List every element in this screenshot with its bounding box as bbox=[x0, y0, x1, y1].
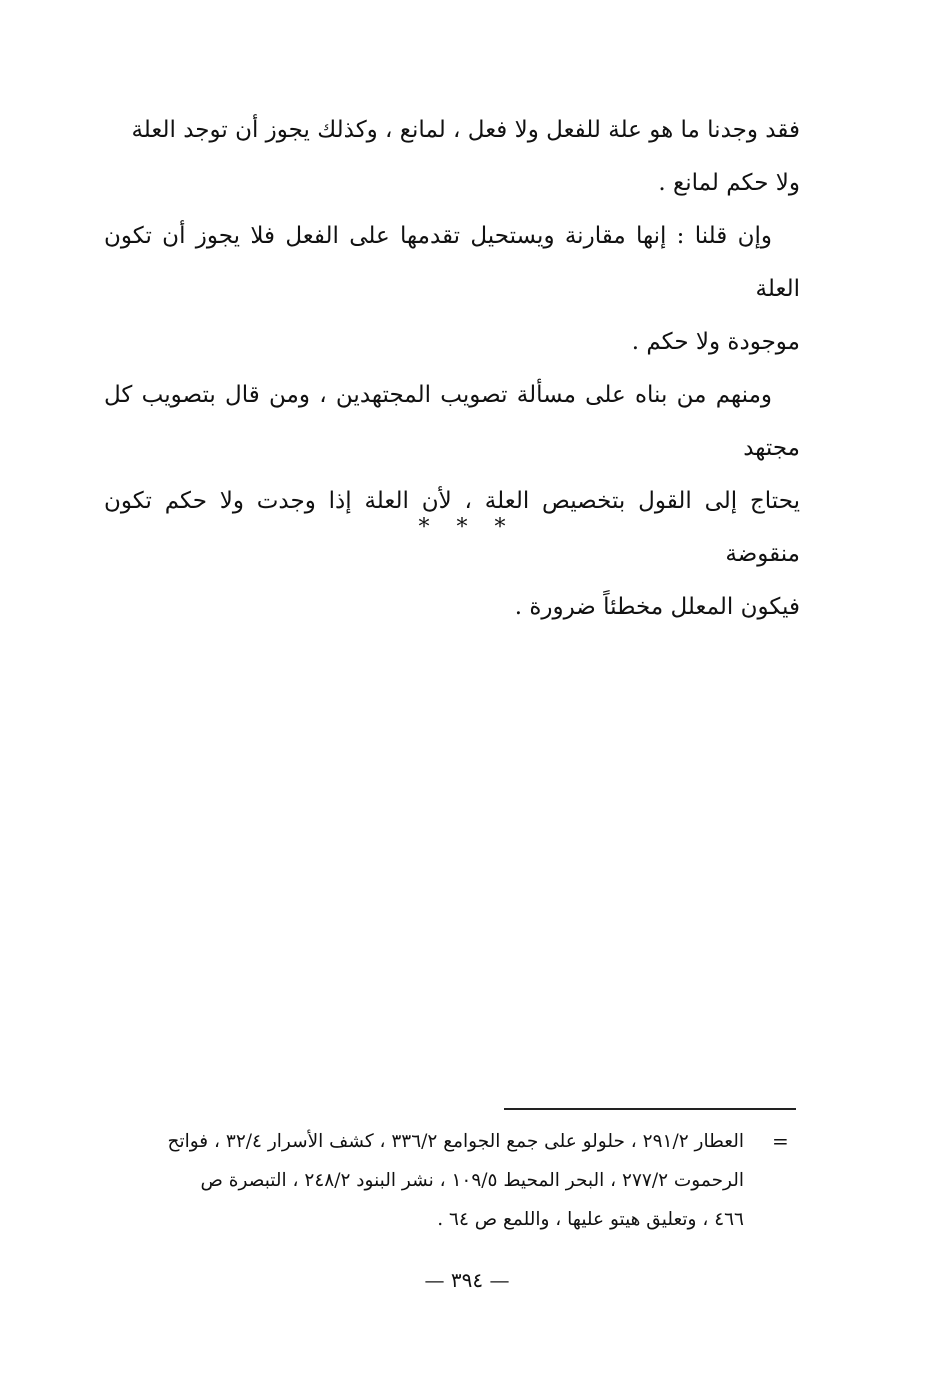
footnote-line-3: ٤٦٦ ، وتعليق هيتو عليها ، واللمع ص ٦٤ . bbox=[437, 1209, 744, 1230]
paragraph-2-line-2: موجودة ولا حكم . bbox=[631, 329, 800, 355]
page-number: — ٣٩٤ — bbox=[424, 1268, 510, 1292]
paragraph-3-line-1: ومنهم من بناه على مسألة تصويب المجتهدين ، ومن قال بتصويب كل مجتهد bbox=[104, 382, 800, 461]
paragraph-1-line-1: فقد وجدنا ما هو علة للفعل ولا فعل ، لمانع ، وكذلك يجوز أن توجد العلة bbox=[131, 117, 800, 143]
paragraph-1-line-2: ولا حكم لمانع . bbox=[658, 170, 800, 196]
footnote-line-1: العطار ٢٩١/٢ ، حلولو على جمع الجوامع ٣٣٦/٢ ، كشف الأسرار ٣٢/٤ ، فواتح bbox=[167, 1131, 744, 1152]
paragraph-2-line-1: وإن قلنا : إنها مقارنة ويستحيل تقدمها على الفعل فلا يجوز أن تكون العلة bbox=[104, 223, 800, 302]
main-text bbox=[104, 104, 800, 634]
footnote-divider bbox=[504, 1108, 796, 1110]
paragraph-3-line-3: فيكون المعلل مخطئاً ضرورة . bbox=[514, 594, 800, 620]
paragraph-3-line-2: يحتاج إلى القول بتخصيص العلة ، لأن العلة إذا وجدت ولا حكم تكون منقوضة bbox=[104, 488, 800, 567]
footnote-line-2: الرحموت ٢٧٧/٢ ، البحر المحيط ١٠٩/٥ ، نشر البنود ٢٤٨/٢ ، التبصرة ص bbox=[200, 1170, 744, 1191]
section-separator: * * * bbox=[418, 515, 516, 540]
footnote bbox=[104, 1122, 744, 1239]
footnote-continuation-marker: = bbox=[772, 1129, 789, 1153]
